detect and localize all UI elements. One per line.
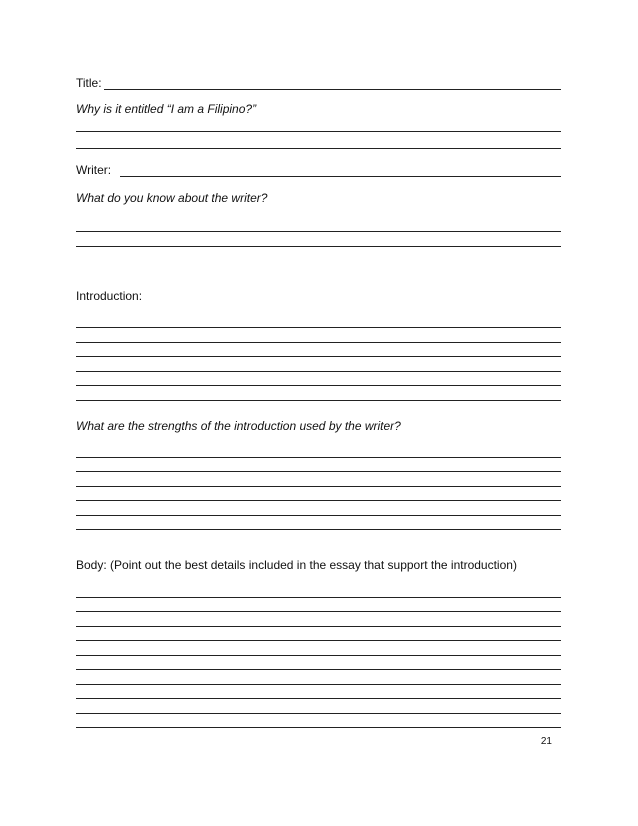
writer-answer-line[interactable] xyxy=(120,176,561,177)
answer-line[interactable] xyxy=(76,131,561,132)
body-label: Body: (Point out the best details included in the essay that support the introduction) xyxy=(76,558,517,572)
answer-line[interactable] xyxy=(76,356,561,357)
answer-line[interactable] xyxy=(76,500,561,501)
answer-line[interactable] xyxy=(76,486,561,487)
answer-line[interactable] xyxy=(76,148,561,149)
page-number: 21 xyxy=(540,736,552,747)
title-answer-line[interactable] xyxy=(104,89,561,90)
answer-line[interactable] xyxy=(76,400,561,401)
answer-line[interactable] xyxy=(76,626,561,627)
answer-line[interactable] xyxy=(76,342,561,343)
question-entitled: Why is it entitled “I am a Filipino?” xyxy=(76,102,257,116)
question-strengths: What are the strengths of the introduction used by the writer? xyxy=(76,419,401,433)
answer-line[interactable] xyxy=(76,371,561,372)
writer-label: Writer: xyxy=(76,163,112,177)
answer-line[interactable] xyxy=(76,385,561,386)
answer-line[interactable] xyxy=(76,698,561,699)
answer-line[interactable] xyxy=(76,327,561,328)
answer-line[interactable] xyxy=(76,684,561,685)
answer-line[interactable] xyxy=(76,655,561,656)
answer-line[interactable] xyxy=(76,669,561,670)
introduction-label: Introduction: xyxy=(76,289,143,303)
answer-line[interactable] xyxy=(76,640,561,641)
title-label: Title: xyxy=(76,76,102,90)
question-writer: What do you know about the writer? xyxy=(76,191,268,205)
answer-line[interactable] xyxy=(76,246,561,247)
answer-line[interactable] xyxy=(76,713,561,714)
answer-line[interactable] xyxy=(76,231,561,232)
answer-line[interactable] xyxy=(76,727,561,728)
answer-line[interactable] xyxy=(76,457,561,458)
answer-line[interactable] xyxy=(76,515,561,516)
answer-line[interactable] xyxy=(76,471,561,472)
answer-line[interactable] xyxy=(76,597,561,598)
answer-line[interactable] xyxy=(76,611,561,612)
answer-line[interactable] xyxy=(76,529,561,530)
